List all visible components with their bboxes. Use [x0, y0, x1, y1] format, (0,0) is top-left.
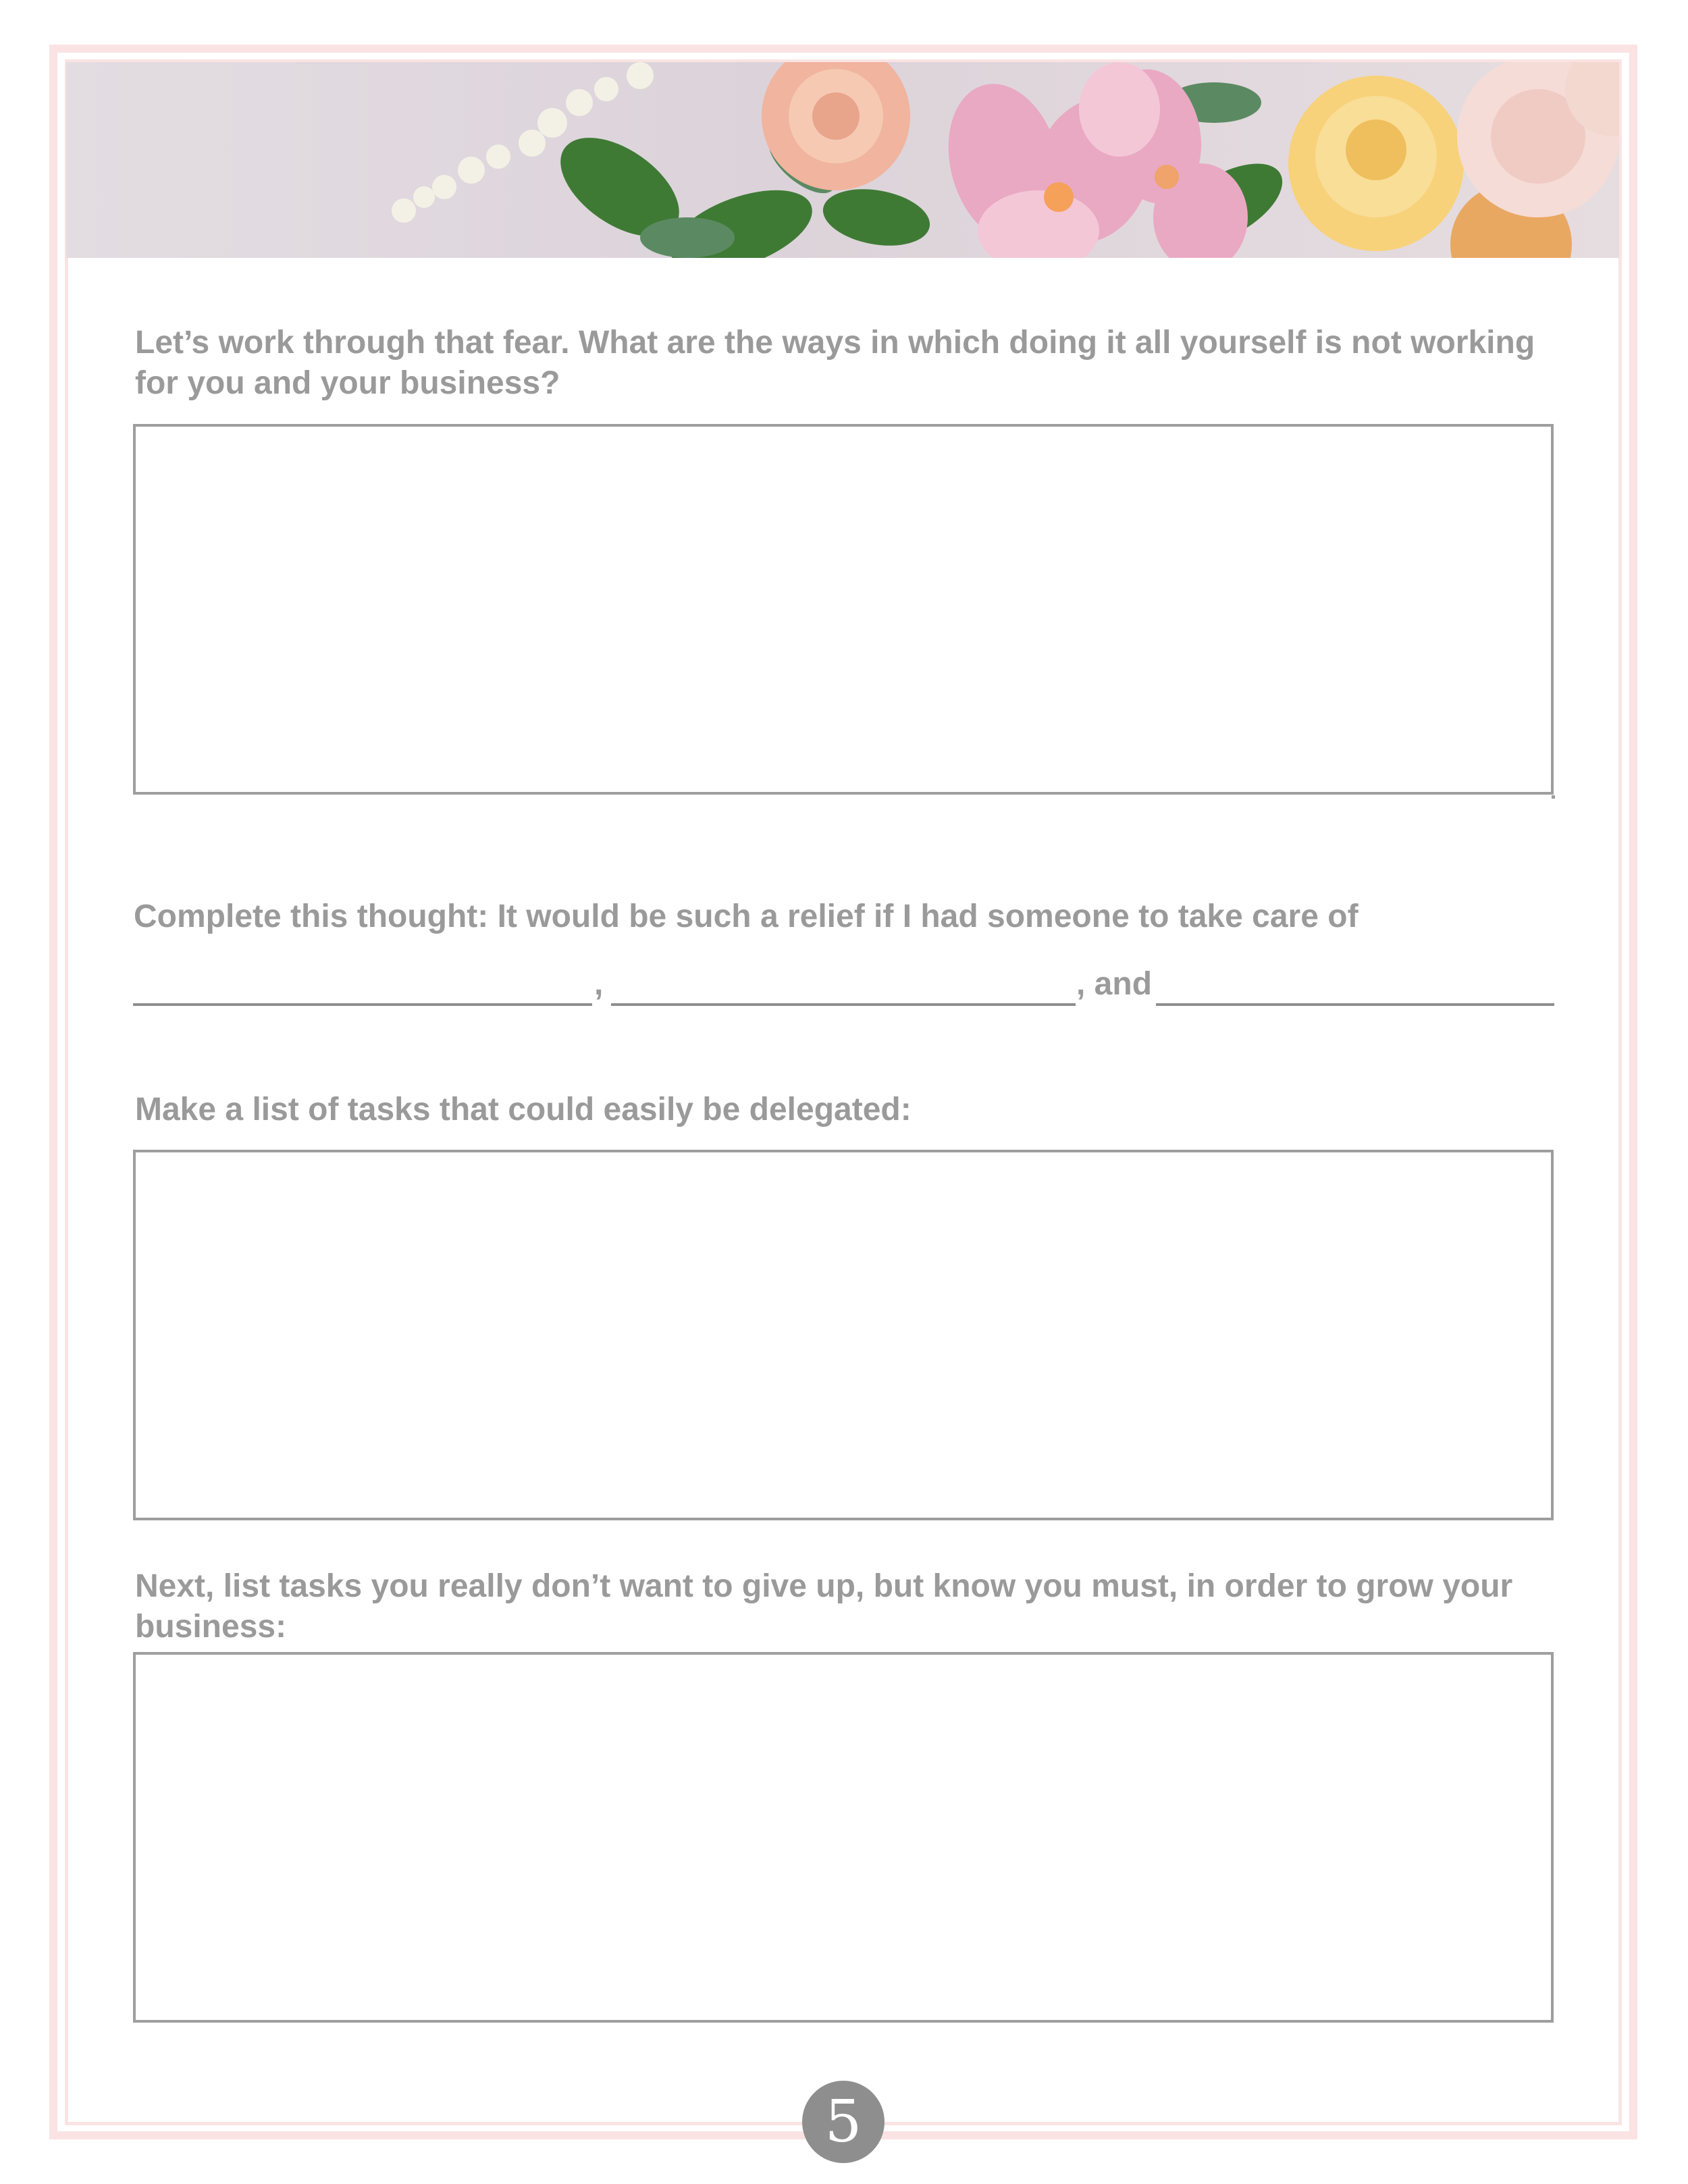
question-3-prompt: Make a list of tasks that could easily be delegated:: [135, 1092, 912, 1127]
flower-banner-image: [66, 62, 1619, 258]
question-2-prompt: Complete this thought: It would be such a relief if I had someone to take care of: [134, 899, 1359, 934]
question-1-prompt: Let’s work through that fear. What are the ways in which doing it all yourself is not working for you and your business?: [135, 325, 1535, 401]
blank-separator-comma: ,: [594, 966, 604, 1002]
question-4-answer-box[interactable]: [133, 1652, 1554, 2023]
question-3-answer-box[interactable]: [133, 1150, 1554, 1520]
blank-field-1[interactable]: [133, 1003, 592, 1006]
blank-field-2[interactable]: [611, 1003, 1076, 1006]
flower-arrangement-illustration: [66, 62, 1619, 258]
question-4-prompt: Next, list tasks you really don’t want to give up, but know you must, in order to grow your business:: [135, 1568, 1513, 1645]
page-number-badge: 5: [802, 2081, 885, 2163]
blank-field-3[interactable]: [1156, 1003, 1554, 1006]
stray-dot: [1552, 795, 1555, 799]
question-1-answer-box[interactable]: [133, 424, 1554, 795]
blank-separator-and: , and: [1076, 966, 1153, 1002]
